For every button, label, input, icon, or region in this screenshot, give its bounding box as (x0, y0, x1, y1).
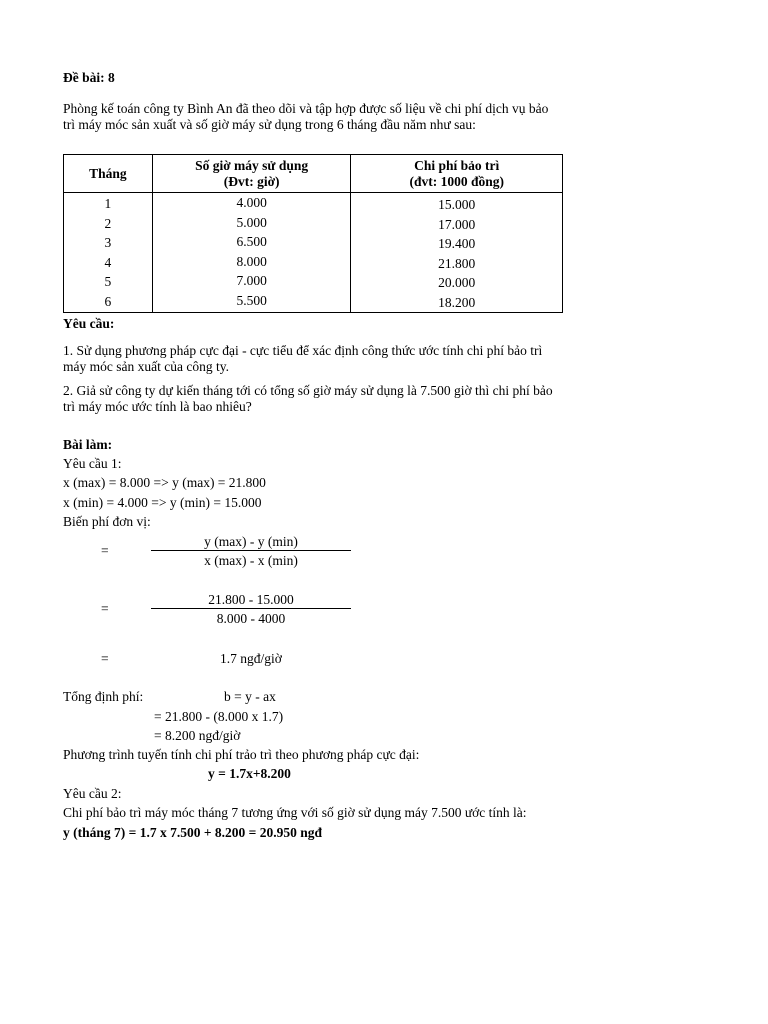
cost-column (351, 193, 563, 313)
equals-sign: = (101, 543, 109, 558)
table-cell: 19.400 (438, 236, 476, 251)
fixed-cost-formula: b = y - ax (224, 689, 276, 704)
table-cell: 5.000 (236, 214, 267, 230)
final-answer: y (tháng 7) = 1.7 x 7.500 + 8.200 = 20.950 ngđ (63, 825, 322, 840)
table-cell: 5 (104, 274, 112, 289)
requirement-2-label: Yêu cầu 2: (63, 786, 122, 801)
table-header-row (64, 155, 563, 193)
hours-column (152, 193, 351, 313)
table-cell: 3 (104, 235, 112, 250)
requirement-2: 2. Giả sử công ty dự kiến tháng tới có tổng số giờ máy sử dụng là 7.500 giờ thì chi phí bảo trì máy móc ước tính là bao nhiêu? (63, 383, 553, 414)
exercise-heading: Đề bài: 8 (63, 70, 115, 85)
table-cell: 7.000 (236, 273, 267, 288)
requirement-1: 1. Sử dụng phương pháp cực đại - cực tiểu để xác định công thức ước tính chi phí bảo trì máy móc sản xuất của công ty. (63, 343, 543, 374)
xmin-line: x (min) = 4.000 => y (min) = 15.000 (63, 495, 262, 510)
table-cell: 6.500 (236, 234, 267, 249)
fixed-cost-label: Tổng định phí: (63, 689, 144, 704)
header-hours: Số giờ máy sử dụng (Đvt: giờ) (152, 155, 351, 193)
fraction-numerator: 21.800 - 15.000 (208, 592, 294, 607)
requirement-2-text: Chi phí bảo trì máy móc tháng 7 tương ứng với số giờ sử dụng máy 7.500 ước tính là: (63, 805, 527, 820)
equals-sign: = (101, 601, 109, 616)
fraction-line (151, 608, 351, 609)
equation-label: Phương trình tuyến tính chi phí trảo trì theo phương pháp cực đại: (63, 747, 420, 762)
xmax-line: x (max) = 8.000 => y (max) = 21.800 (63, 475, 266, 490)
table-cell: 2 (104, 215, 112, 231)
fixed-cost-calc: = 21.800 - (8.000 x 1.7) (154, 709, 284, 724)
table-cell: 1 (104, 196, 112, 211)
equals-sign: = (101, 651, 109, 666)
month-column (64, 193, 153, 313)
fraction-denominator: x (max) - x (min) (204, 553, 298, 568)
header-cost: Chi phí bảo trì (đvt: 1000 đồng) (351, 155, 563, 193)
table-cell: 18.200 (438, 294, 476, 310)
data-table (63, 154, 563, 313)
solution-title: Bài làm: (63, 437, 113, 452)
table-body-row (64, 193, 563, 313)
variable-cost-label: Biến phí đơn vị: (63, 514, 151, 529)
table-cell: 6 (104, 293, 112, 309)
intro-paragraph: Phòng kế toán công ty Bình An đã theo dõi và tập hợp được số liệu về chi phí dịch vụ bảo trì máy móc sản xuất và số giờ máy sử dụng trong 6 tháng đầu năm như sau: (63, 101, 549, 132)
cost-equation: y = 1.7x+8.200 (208, 766, 291, 781)
fraction-numerator: y (max) - y (min) (204, 534, 298, 549)
table-cell: 15.000 (438, 197, 476, 212)
fraction-line (151, 550, 351, 551)
table-cell: 8.000 (236, 253, 267, 269)
table-cell: 5.500 (236, 292, 267, 308)
table-cell: 4.000 (236, 195, 267, 210)
fixed-cost-result: = 8.200 ngđ/giờ (154, 728, 241, 743)
requirement-1-label: Yêu cầu 1: (63, 456, 122, 471)
table-cell: 17.000 (438, 216, 476, 232)
requirements-title: Yêu cầu: (63, 316, 115, 331)
table-cell: 4 (104, 254, 112, 270)
table-cell: 21.800 (438, 255, 476, 271)
table-cell: 20.000 (438, 275, 476, 290)
unit-variable-cost: 1.7 ngđ/giờ (220, 651, 282, 666)
fraction-denominator: 8.000 - 4000 (216, 611, 286, 626)
header-month: Tháng (64, 155, 153, 193)
